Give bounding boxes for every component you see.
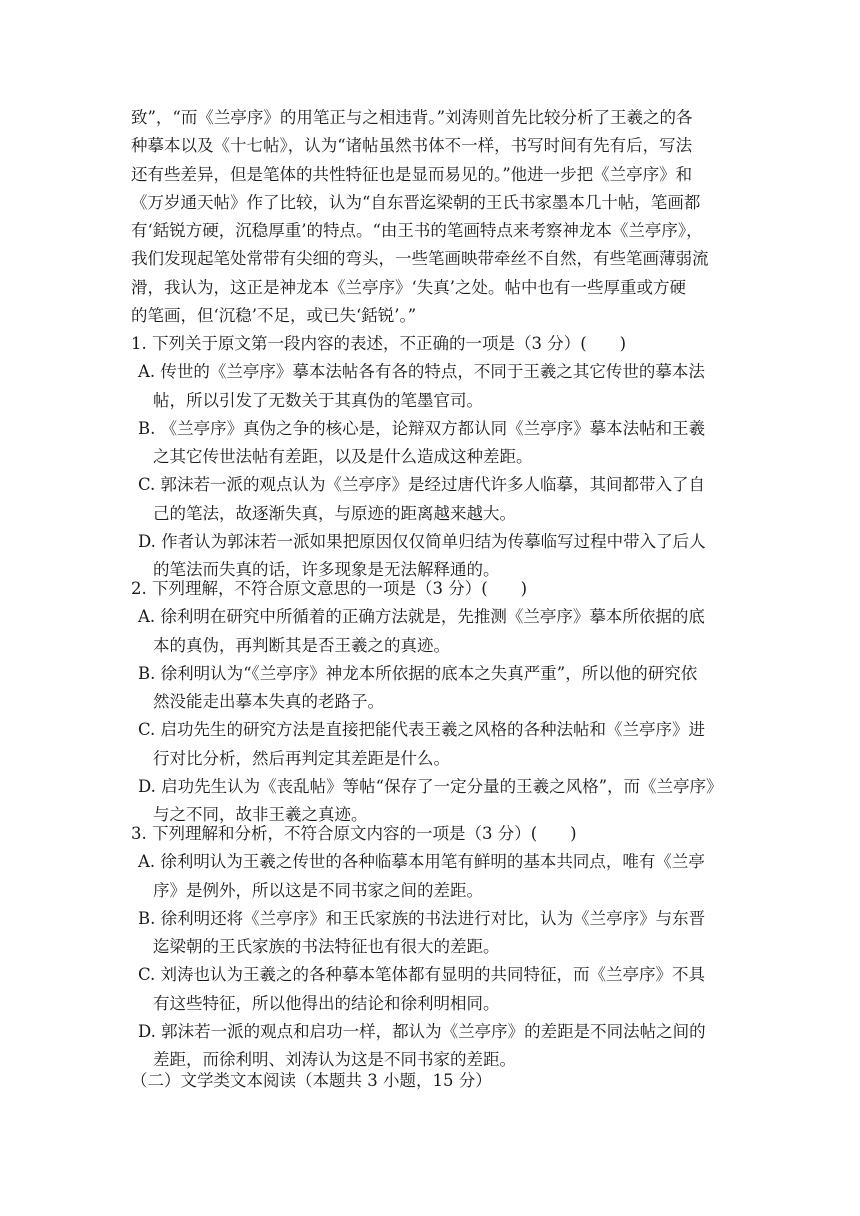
- question-1: [131, 330, 729, 585]
- option-b-line-2: 之其它传世法帖有差距，以及是什么造成这种差距。: [153, 447, 533, 467]
- option-d-line-1: D. 作者认为郭沫若一派如果把原因仅仅简单归结为传摹临写过程中带入了后人: [138, 532, 706, 552]
- passage-line: 致”，“而《兰亭序》的用笔正与之相违背。”刘涛则首先比较分析了王羲之的各: [131, 108, 693, 127]
- option-b-line-1: B. 徐利明认为“《兰亭序》神龙本所依据的底本之失真严重”，所以他的研究依: [138, 663, 698, 683]
- passage-line: 还有些差异，但是笔体的共性特征也是显而易见的。”他进一步把《兰亭序》和: [131, 164, 693, 184]
- question-title: 3. 下列理解和分析，不符合原文内容的一项是（3 分）( ): [131, 824, 577, 843]
- passage-line: 滑，我认为，这正是神龙本《兰亭序》‘失真’之处。帖中也有一些厚重或方硬: [131, 277, 686, 297]
- option-b-line-2: 迄梁朝的王氏家族的书法特征也有很大的差距。: [153, 937, 500, 957]
- passage-line: 《万岁通天帖》作了比较，认为“自东晋迄梁朝的王氏书家墨本几十帖，笔画都: [131, 192, 701, 212]
- option-a-line-1: A. 徐利明在研究中所循着的正确方法就是，先推测《兰亭序》摹本所依据的底: [138, 607, 705, 627]
- option-c-line-2: 有这些特征，所以他得出的结论和徐利明相同。: [153, 993, 500, 1013]
- option-d-line-2: 差距，而徐利明、刘涛认为这是不同书家的差距。: [153, 1050, 516, 1070]
- option-b-line-2: 然没能走出摹本失真的老路子。: [153, 692, 384, 712]
- question-2: [131, 575, 729, 830]
- option-a-line-1: A. 徐利明认为王羲之传世的各种临摹本用笔有鲜明的基本共同点，唯有《兰亭: [138, 852, 705, 872]
- question-3: [131, 820, 729, 1075]
- option-d-line-2: 的笔法而失真的话，许多现象是无法解释通的。: [153, 560, 500, 580]
- passage-line: 我们发现起笔处常带有尖细的弯头，一些笔画映带牵丝不自然，有些笔画薄弱流: [131, 249, 709, 269]
- section-heading: （二）文学类文本阅读（本题共 3 小题，15 分）: [131, 1071, 492, 1090]
- question-title: 2. 下列理解，不符合原文意思的一项是（3 分）( ): [131, 579, 528, 598]
- option-c-line-2: 行对比分析，然后再判定其差距是什么。: [153, 748, 450, 768]
- option-a-line-2: 本的真伪，再判断其是否王羲之的真迹。: [153, 635, 450, 655]
- option-d-line-1: D. 郭沫若一派的观点和启功一样，都认为《兰亭序》的差距是不同法帖之间的: [138, 1022, 706, 1042]
- option-a-line-1: A. 传世的《兰亭序》摹本法帖各有各的特点，不同于王羲之其它传世的摹本法: [138, 362, 705, 382]
- option-c-line-1: C. 郭沫若一派的观点认为《兰亭序》是经过唐代许多人临摹，其间都带入了自: [138, 475, 706, 495]
- option-a-line-2: 序》是例外，所以这是不同书家之间的差距。: [153, 880, 483, 900]
- passage-paragraph: [131, 104, 729, 330]
- option-a-line-2: 帖，所以引发了无数关于其真伪的笔墨官司。: [153, 390, 483, 410]
- option-c-line-1: C. 启功先生的研究方法是直接把能代表王羲之风格的各种法帖和《兰亭序》进: [138, 720, 706, 740]
- option-c-line-1: C. 刘涛也认为王羲之的各种摹本笔体都有显明的共同特征，而《兰亭序》不具: [138, 965, 706, 985]
- question-title: 1. 下列关于原文第一段内容的表述，不正确的一项是（3 分）( ): [131, 334, 627, 353]
- option-b-line-1: B. 徐利明还将《兰亭序》和王氏家族的书法进行对比，认为《兰亭序》与东晋: [138, 908, 706, 928]
- option-c-line-2: 己的笔法，故逐渐失真，与原迹的距离越来越大。: [153, 503, 516, 523]
- option-b-line-1: B. 《兰亭序》真伪之争的核心是，论辩双方都认同《兰亭序》摹本法帖和王羲: [138, 418, 706, 438]
- option-d-line-2: 与之不同，故非王羲之真迹。: [153, 805, 368, 825]
- passage-line: 有‘銛锐方硬，沉稳厚重’的特点。“由王书的笔画特点来考察神龙本《兰亭序》，: [131, 221, 703, 241]
- passage-line: 种摹本以及《十七帖》，认为“诸帖虽然书体不一样，书写时间有先有后，写法: [131, 136, 693, 156]
- option-d-line-1: D. 启功先生认为《丧乱帖》等帖“保存了一定分量的王羲之风格”，而《兰亭序》: [138, 777, 723, 797]
- passage-line: 的笔画，但‘沉稳’不足，或已失‘銛锐’。”: [131, 306, 417, 326]
